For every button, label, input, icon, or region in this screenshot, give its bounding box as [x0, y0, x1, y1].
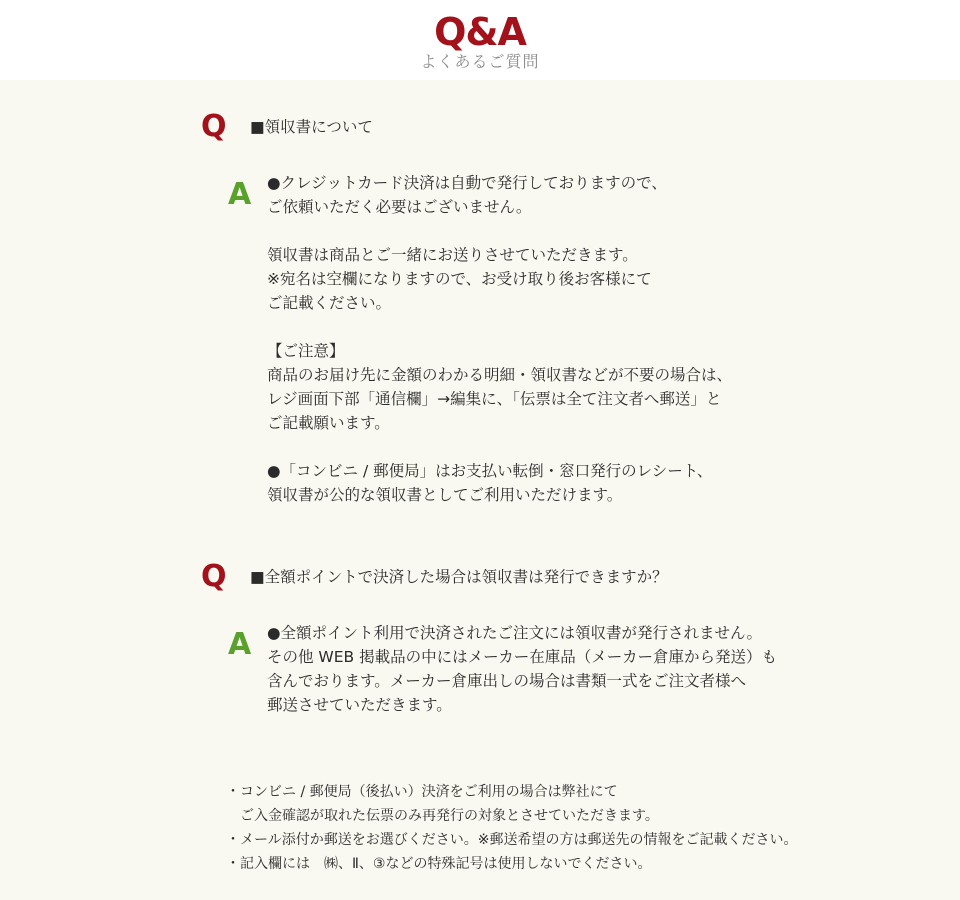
answer-line: ●クレジットカード決済は自動で発行しておりますので、: [267, 174, 667, 192]
answer-line: 領収書が公的な領収書としてご利用いただけます。: [267, 486, 623, 504]
question-mark-icon: Q: [201, 109, 227, 144]
answer-line: 含んでおります。メーカー倉庫出しの場合は書類一式をご注文者様へ: [267, 672, 746, 690]
answer-line: [267, 219, 732, 243]
answer-line: その他 WEB 掲載品の中にはメーカー在庫品（メーカー倉庫から発送）も: [267, 648, 777, 666]
answer-line: ご記載願います。: [267, 414, 390, 432]
note-item: ・コンビニ / 郵便局（後払い）決済をご利用の場合は弊社にて: [226, 784, 618, 800]
answer-line: ご依頼いただく必要はございません。: [267, 198, 532, 216]
answer-mark-icon: A: [228, 177, 252, 212]
answer-line: 郵送させていただきます。: [267, 696, 452, 714]
question-text: ■領収書について: [250, 118, 373, 136]
answer-body: [267, 171, 732, 507]
answer-line: ご記載ください。: [267, 294, 392, 312]
answer-line: 【ご注意】: [267, 342, 345, 360]
faq-content: [0, 80, 960, 900]
page-header: [0, 0, 960, 80]
qa-logo: Q&A: [434, 10, 526, 54]
question-text: ■全額ポイントで決済した場合は領収書は発行できますか？: [250, 568, 668, 586]
answer-line: ※宛名は空欄になりますので、お受け取り後お客様にて: [267, 270, 652, 288]
answer-line: [267, 315, 732, 339]
answer-line: 領収書は商品とご一緒にお送りさせていただきます。: [267, 246, 638, 264]
answer-mark-icon: A: [228, 627, 252, 662]
answer-line: 商品のお届け先に金額のわかる明細・領収書などが不要の場合は、: [267, 366, 733, 384]
answer-body: [267, 621, 777, 717]
answer-line: [267, 435, 732, 459]
note-item: ご入金確認が取れた伝票のみ再発行の対象とさせていただきます。: [226, 808, 659, 824]
note-item: ・メール添付か郵送をお選びください。※郵送希望の方は郵送先の情報をご記載ください。: [226, 832, 798, 848]
question-mark-icon: Q: [201, 559, 227, 594]
note-item: ・記入欄には ㈱、Ⅱ、③などの特殊記号は使用しないでください。: [226, 856, 652, 872]
page-subtitle: よくあるご質問: [420, 52, 540, 71]
answer-line: ●全額ポイント利用で決済されたご注文には領収書が発行されません。: [267, 624, 762, 642]
answer-line: ●「コンビニ / 郵便局」はお支払い転倒・窓口発行のレシート、: [267, 462, 713, 480]
notes-list: [226, 780, 797, 876]
answer-line: レジ画面下部「通信欄」→編集に、「伝票は全て注文者へ郵送」と: [267, 390, 722, 408]
